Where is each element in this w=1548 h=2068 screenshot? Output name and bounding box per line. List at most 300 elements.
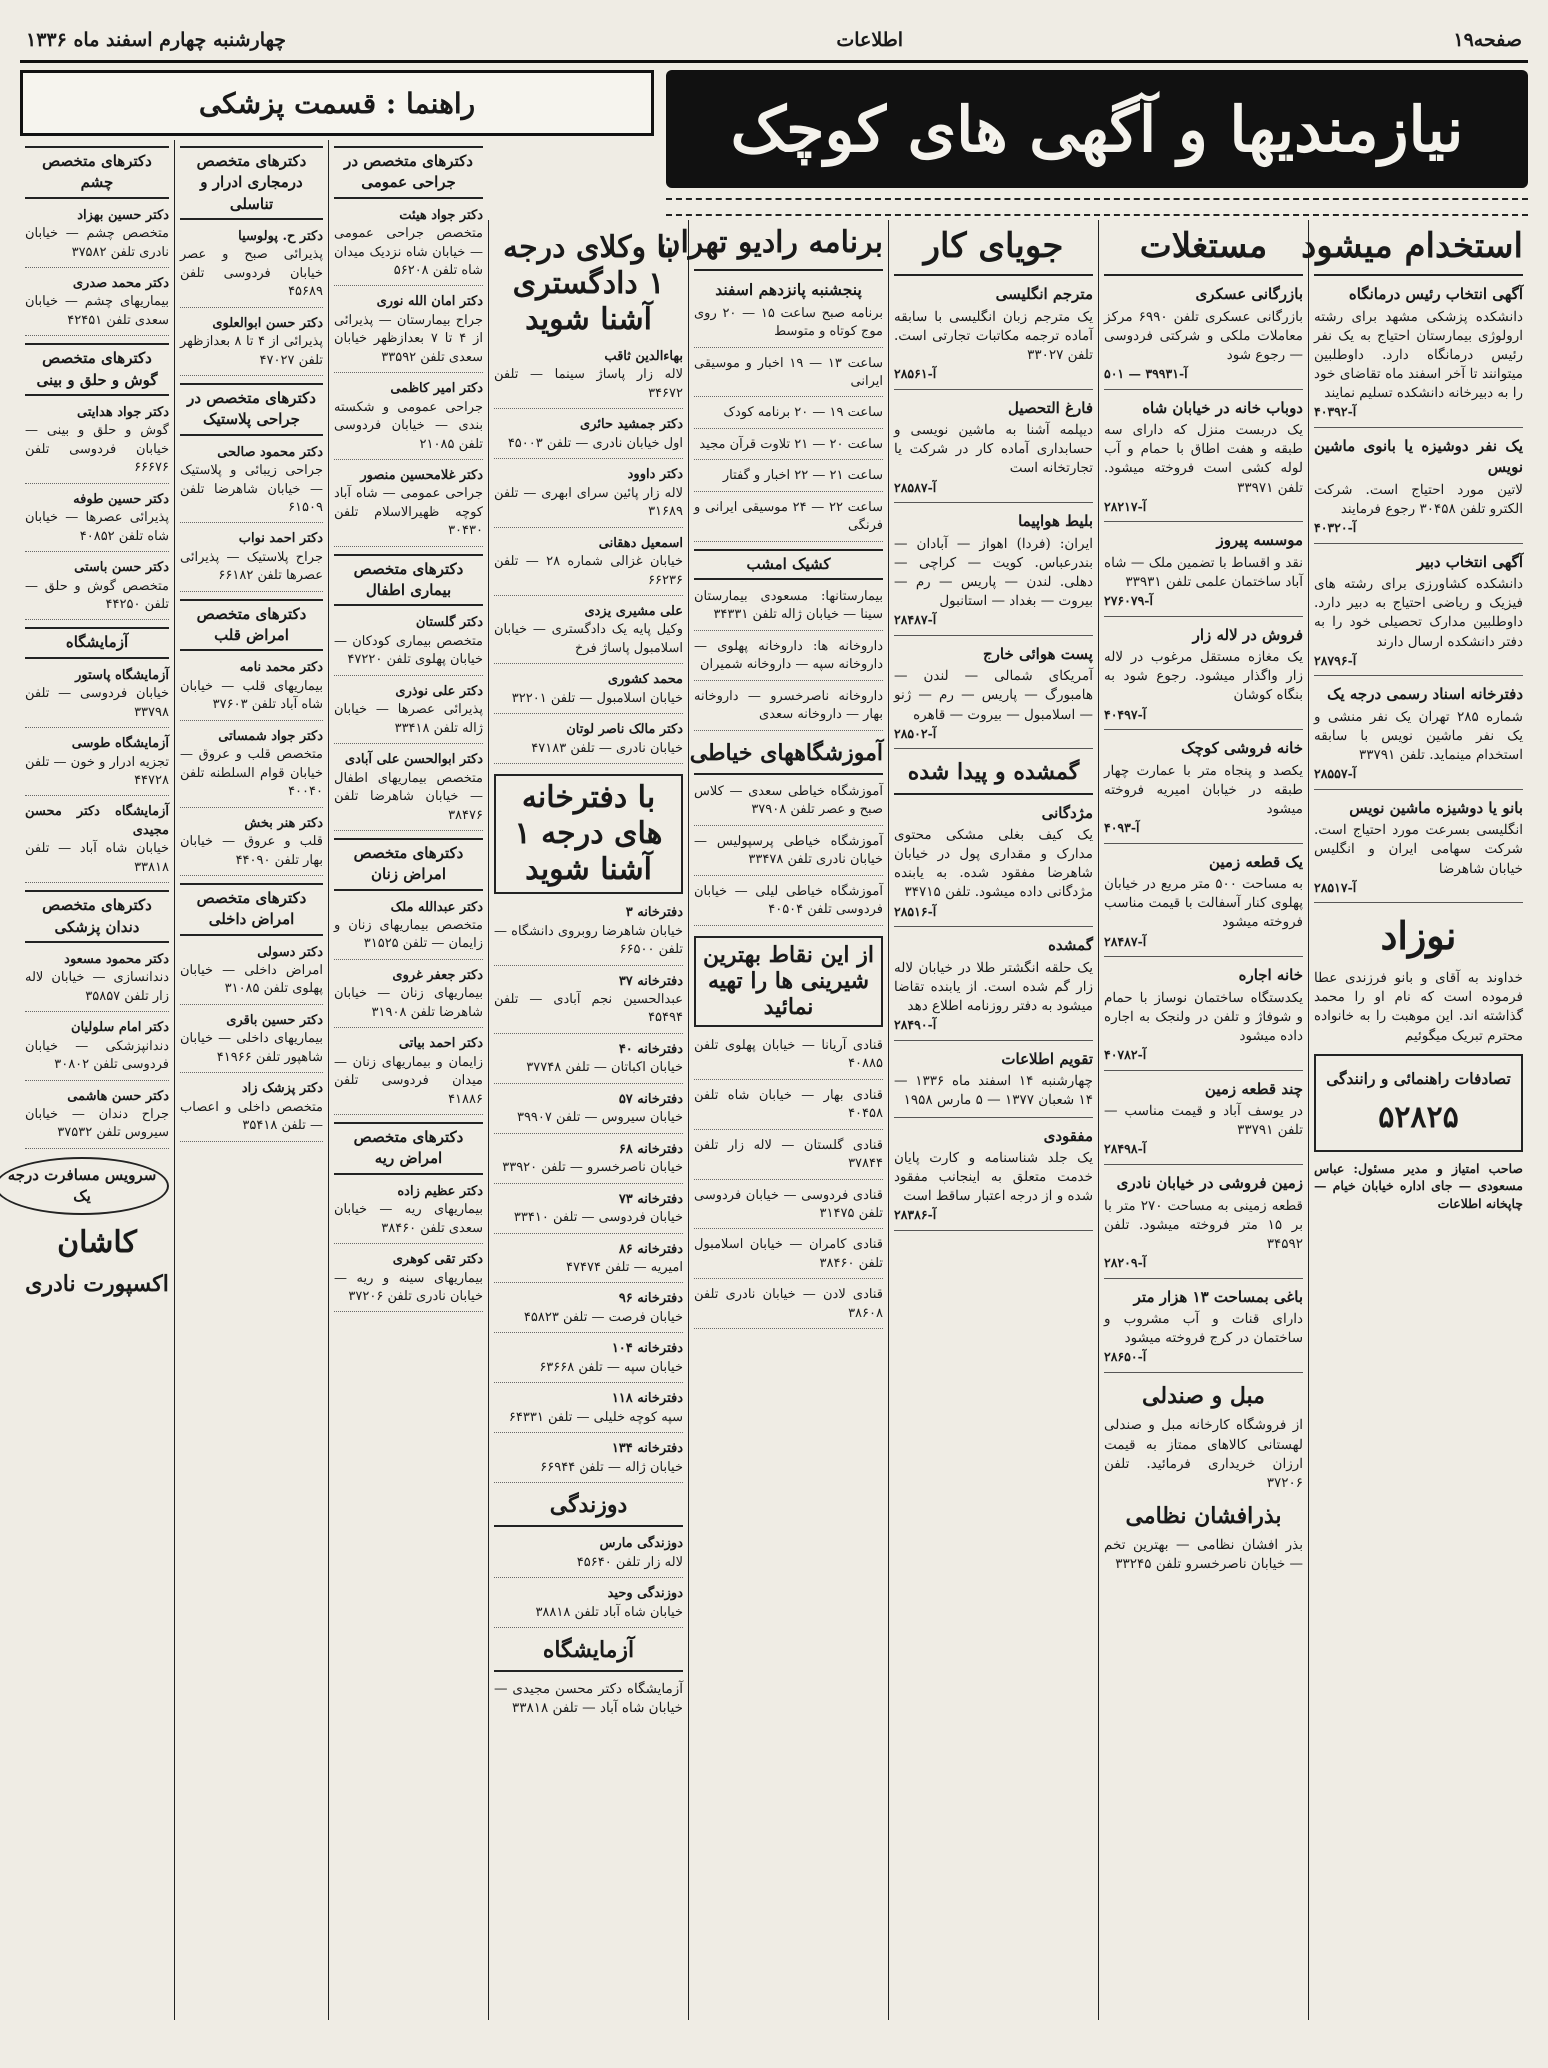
doctor-name: دکتر هنر بخش bbox=[244, 815, 323, 831]
doctor-name: دکتر دسولی bbox=[257, 944, 323, 960]
doctor-name: دکتر ح. پولوسیا bbox=[238, 228, 323, 244]
notary-entry-text: خیابان اکباتان — تلفن ۳۷۷۴۸ bbox=[526, 1060, 683, 1076]
lawyer-entry bbox=[494, 535, 683, 596]
classified-ad bbox=[894, 1049, 1093, 1118]
doctor-entry bbox=[180, 228, 323, 308]
doctor-entry bbox=[25, 951, 169, 1012]
doctor-details: قلب و عروق — خیابان بهار تلفن ۴۴۰۹۰ bbox=[180, 834, 323, 868]
notary-entry bbox=[494, 1440, 683, 1483]
medical-guide-title: راهنما : قسمت پزشکی bbox=[198, 86, 476, 120]
lawyer-entry-text: خیابان نادری — تلفن ۴۷۱۸۳ bbox=[531, 740, 683, 756]
ad-code: آ-۲۸۶۵۰ bbox=[1104, 1349, 1147, 1365]
doctor-name: دکتر حسین بهزاد bbox=[77, 207, 169, 223]
ad-text: دارای قنات و آب مشروب و ساختمان در کرج فروخته میشود bbox=[1104, 1311, 1303, 1347]
doctor-entry bbox=[180, 530, 323, 591]
lawyer-entry bbox=[494, 721, 683, 764]
doctor-details: تجزیه ادرار و خون — تلفن ۴۴۷۲۸ bbox=[25, 754, 169, 788]
doctor-name: دکتر جواد شمساتی bbox=[218, 728, 323, 744]
doctor-details: متخصص داخلی و اعصاب — تلفن ۳۵۴۱۸ bbox=[180, 1099, 323, 1134]
doctor-details: جراح بیمارستان — پذیرائی از ۴ تا ۷ بعدازظهر خیابان سعدی تلفن ۳۳۵۹۲ bbox=[334, 312, 484, 365]
notary-entry-text: خیابان ژاله — تلفن ۶۶۹۴۴ bbox=[540, 1459, 683, 1475]
hiring-list bbox=[1314, 284, 1523, 903]
notary-entry-name: دفترخانه ۷۳ bbox=[618, 1191, 683, 1207]
doctor-entry bbox=[25, 1019, 169, 1080]
notary-entry-name: دفترخانه ۱۰۴ bbox=[611, 1341, 683, 1357]
ad-title: باغی بمساحت ۱۳ هزار متر bbox=[1133, 1287, 1303, 1306]
seed-heading: بذرافشان نظامی bbox=[1125, 1502, 1282, 1529]
ad-text: یک حلقه انگشتر طلا در خیابان لاله زار گم شده است. از یابنده تقاضا میشود به دفتر روزنامه اطلاع دهد bbox=[894, 959, 1093, 1014]
doctor-entry bbox=[180, 1080, 323, 1141]
specialty-heading: دکترهای متخصص در جراحی پلاستیک bbox=[180, 383, 323, 436]
specialty-heading: دکترهای متخصص گوش و حلق و بینی bbox=[25, 343, 169, 396]
lab-text: آزمایشگاه دکتر محسن مجیدی — خیابان شاه آباد — تلفن ۳۳۸۱۸ bbox=[494, 1681, 683, 1717]
notary-entry-text: عبدالحسین نجم آبادی — تلفن ۴۵۴۹۴ bbox=[494, 991, 683, 1026]
notary-entry-text: سپه کوچه خلیلی — تلفن ۶۴۳۳۱ bbox=[508, 1409, 683, 1425]
lawyer-entry-text: خیابان اسلامبول — تلفن ۳۲۲۰۱ bbox=[511, 690, 683, 706]
pharmacy-list bbox=[694, 588, 883, 731]
doctor-details: متخصص گوش و حلق — تلفن ۴۴۲۵۰ bbox=[25, 578, 169, 612]
lawyer-entry-name: علی مشیری یزدی bbox=[584, 603, 683, 619]
medical-guide-list-1 bbox=[334, 146, 483, 1312]
doctor-details: زایمان و بیماریهای زنان — میدان فردوسی تلفن ۴۱۸۸۶ bbox=[334, 1054, 483, 1107]
notary-heading: با دفترخانه های درجه ۱ آشنا شوید bbox=[494, 774, 683, 894]
doctor-entry bbox=[25, 207, 169, 268]
ad-text: دانشکده کشاورزی برای رشته های فیزیک و ریاضی احتیاج به دبیر دارد. داوطلبین مدارک تحصیلی خود را به دفتر دانشکده ارسال دارند bbox=[1314, 576, 1523, 650]
ad-title: فروش در لاله زار bbox=[1192, 625, 1303, 644]
tailoring-heading: دوزندگی bbox=[494, 1490, 683, 1527]
notary-entry-text: خیابان ناصرخسرو — تلفن ۳۳۹۲۰ bbox=[502, 1160, 683, 1176]
pharmacy-entry: بیمارستانها: مسعودی بیمارستان سینا — خیابان ژاله تلفن ۳۴۳۳۱ bbox=[694, 588, 883, 631]
sweets-shop-entry: قنادی بهار — خیابان شاه تلفن ۴۰۴۵۸ bbox=[694, 1087, 883, 1130]
furniture-text: از فروشگاه کارخانه مبل و صندلی لهستانی کالاهای ممتاز به قیمت ارزان خریداری فرمائید. تلفن ۳۷۲۰۶ bbox=[1104, 1417, 1303, 1491]
ad-title: آگهی انتخاب رئیس درمانگاه bbox=[1348, 285, 1523, 304]
ad-title: دفترخانه اسناد رسمی درجه یک bbox=[1327, 685, 1523, 704]
doctor-name: دکتر امیر کاظمی bbox=[390, 381, 483, 397]
doctor-name: دکتر محمود صالحی bbox=[217, 444, 323, 460]
doctor-entry bbox=[25, 667, 169, 728]
ad-code: آ-۲۸۲۰۹ bbox=[1104, 1255, 1147, 1270]
ad-title: فارغ التحصیل bbox=[1008, 398, 1093, 417]
classified-ad bbox=[1104, 965, 1303, 1071]
classified-ad bbox=[1104, 284, 1303, 390]
notary-entry bbox=[494, 1041, 683, 1084]
notary-entry-name: دفترخانه ۹۶ bbox=[618, 1291, 683, 1307]
notary-entry bbox=[494, 1390, 683, 1433]
doctor-entry bbox=[334, 1251, 483, 1312]
notary-list bbox=[494, 904, 683, 1483]
doctor-details: دندانپزشکی — خیابان فردوسی تلفن ۳۰۸۰۲ bbox=[25, 1038, 169, 1073]
birth-heading: نوزاد bbox=[1380, 913, 1457, 959]
hiring-heading: استخدام میشود bbox=[1314, 222, 1523, 276]
classified-ad bbox=[1104, 852, 1303, 958]
classified-ad bbox=[894, 803, 1093, 928]
ad-title: دوباب خانه در خیابان شاه bbox=[1142, 398, 1303, 417]
medical-guide-column-3 bbox=[7, 140, 174, 2020]
banner-title: نیازمندیها و آگهی های کوچک bbox=[730, 92, 1464, 166]
doctor-entry bbox=[180, 728, 323, 808]
notary-entry-name: دفترخانه ۵۷ bbox=[618, 1091, 683, 1107]
lawyers-heading: با وکلای درجه ۱ دادگستری آشنا شوید bbox=[502, 230, 674, 337]
doctor-name: دکتر تقی کوهری bbox=[392, 1252, 483, 1268]
doctor-name: دکتر محمد صدری bbox=[72, 275, 169, 291]
page-header bbox=[20, 20, 1528, 63]
specialty-heading: دکترهای متخصص دندان پزشکی bbox=[25, 890, 169, 943]
doctor-name: دکتر امام سلولیان bbox=[70, 1020, 169, 1036]
notary-entry bbox=[494, 1290, 683, 1333]
ad-title: چند قطعه زمین bbox=[1204, 1079, 1303, 1098]
ad-title: خانه اجاره bbox=[1238, 966, 1303, 985]
sweets-shop-entry: قنادی گلستان — لاله زار تلفن ۳۷۸۴۴ bbox=[694, 1137, 883, 1180]
pharmacy-heading: کشیک امشب bbox=[694, 549, 883, 580]
sweets-shop-entry: قنادی آریانا — خیابان پهلوی تلفن ۴۰۸۸۵ bbox=[694, 1037, 883, 1080]
classified-ad bbox=[1104, 530, 1303, 616]
specialty-heading: دکترهای متخصص درمجاری ادرار و تناسلی bbox=[180, 146, 323, 220]
workshop-heading: آموزشگاههای خیاطی bbox=[694, 738, 883, 775]
ad-text: لاتین مورد احتیاج است. شرکت الکترو تلفن ۳۰۴۵۸ رجوع فرمایند bbox=[1314, 481, 1523, 517]
doctor-details: بیماریهای زنان — خیابان شاهرضا تلفن ۳۱۹۰۸ bbox=[334, 986, 483, 1020]
accident-phone: ۵۲۸۲۵ bbox=[1378, 1099, 1459, 1135]
ad-title: خانه فروشی کوچک bbox=[1181, 739, 1303, 758]
ad-code: آ-۲۸۲۱۷ bbox=[1104, 498, 1147, 514]
doctor-name: دکتر جعفر غروی bbox=[392, 967, 483, 983]
doctor-name: دکتر گلستان bbox=[415, 615, 483, 631]
doctor-details: دندانسازی — خیابان لاله زار تلفن ۳۵۸۵۷ bbox=[25, 970, 169, 1004]
tailor-entry bbox=[494, 1585, 683, 1628]
ad-code: آ-۲۸۷۹۶ bbox=[1314, 652, 1357, 668]
radio-program: ساعت ۲۰ — ۲۱ تلاوت قرآن مجید bbox=[694, 436, 883, 460]
doctor-entry bbox=[334, 467, 483, 547]
doctor-name: دکتر احمد بیاتی bbox=[398, 1036, 483, 1052]
specialty-heading: دکترهای متخصص امراض زنان bbox=[334, 838, 483, 891]
sweets-shop-entry: قنادی فردوسی — خیابان فردوسی تلفن ۳۱۴۷۵ bbox=[694, 1187, 883, 1230]
doctor-entry bbox=[25, 803, 169, 883]
ad-code: آ-۳۹۹۳۱ — ۵۰۱ bbox=[1104, 366, 1188, 382]
radio-program: ساعت ۱۳ — ۱۹ اخبار و موسیقی ایرانی bbox=[694, 355, 883, 398]
specialty-heading: دکترهای متخصص بیماری اطفال bbox=[334, 554, 483, 607]
notary-entry bbox=[494, 1191, 683, 1234]
ad-code: آ-۲۸۴۹۸ bbox=[1104, 1141, 1147, 1157]
ad-text: آمریکای شمالی — لندن — هامبورگ — پاریس — رم — ژنو — اسلامبول — بیروت — قاهره bbox=[894, 668, 1093, 723]
workshop-entry: آموزشگاه خیاطی سعدی — کلاس صبح و عصر تلفن ۳۷۹۰۸ bbox=[694, 783, 883, 826]
notary-entry-name: دفترخانه ۸۶ bbox=[618, 1241, 683, 1257]
doctor-details: متخصص جراحی عمومی — خیابان شاه نزدیک میدان شاه تلفن ۵۶۲۰۸ bbox=[334, 226, 483, 278]
doctor-name: دکتر جواد هیئت bbox=[399, 207, 483, 223]
ad-text: یک مترجم زبان انگلیسی با سابقه آماده ترجمه مکاتبات تجارتی است. تلفن ۳۳۰۲۷ bbox=[894, 308, 1093, 363]
doctor-details: بیماریهای داخلی — خیابان شاهپور تلفن ۴۱۹۶۶ bbox=[180, 1031, 323, 1065]
doctor-entry bbox=[25, 735, 169, 796]
ad-title: یک نفر دوشیزه یا بانوی ماشین نویس bbox=[1314, 437, 1523, 477]
tailoring-list bbox=[494, 1535, 683, 1628]
classified-ad bbox=[1104, 738, 1303, 844]
accident-title: تصادفات راهنمائی و رانندگی bbox=[1326, 1068, 1511, 1088]
ad-title: مفقودی bbox=[1043, 1126, 1093, 1145]
sweets-heading: از این نقاط بهترین شیرینی ها را تهیه نمائید bbox=[694, 936, 883, 1027]
classified-ad bbox=[894, 511, 1093, 636]
lawyer-entry-name: دکتر مالک ناصر لوتان bbox=[566, 722, 683, 738]
birth-text: خداوند به آقای و بانو فرزندی عطا فرموده است که نام او را محمد گذاشته اند. این موهبت را به خانواده محترم تبریک میگوئیم bbox=[1314, 970, 1523, 1044]
medical-guide-header bbox=[20, 70, 654, 136]
ad-title: پست هوائی خارج bbox=[982, 644, 1093, 663]
lawyer-entry-text: لاله زار پاساژ سینما — تلفن ۳۴۶۷۲ bbox=[494, 367, 683, 401]
doctor-name: آزمایشگاه طوسی bbox=[71, 736, 169, 752]
doctor-details: متخصص بیماری کودکان — خیابان پهلوی تلفن ۴۷۲۲۰ bbox=[334, 633, 483, 668]
lost-found-heading: گمشده و پیدا شده bbox=[894, 757, 1093, 794]
medical-guide-column-1 bbox=[328, 140, 488, 2020]
notary-entry-text: خیابان سپه — تلفن ۶۳۶۶۸ bbox=[539, 1359, 683, 1375]
seed-text: بذر افشان نظامی — بهترین تخم — خیابان ناصرخسرو تلفن ۳۳۲۴۵ bbox=[1104, 1537, 1303, 1573]
ad-text: چهارشنبه ۱۴ اسفند ماه ۱۳۳۶ — ۱۴ شعبان ۱۳۷۷ — ۵ مارس ۱۹۵۸ bbox=[894, 1073, 1093, 1109]
doctor-name: دکتر عظیم زاده bbox=[397, 1183, 483, 1199]
workshop-list bbox=[694, 783, 883, 926]
notary-entry-name: دفترخانه ۱۳۴ bbox=[611, 1441, 683, 1457]
tailor-entry-text: لاله زار تلفن ۴۵۶۴۰ bbox=[576, 1554, 683, 1570]
doctor-entry bbox=[334, 683, 483, 744]
ad-text: نقد و اقساط با تضمین ملک — شاه آباد ساختمان علمی تلفن ۳۳۹۳۱ bbox=[1104, 554, 1303, 590]
ad-text: دیپلمه آشنا به ماشین نویسی و حسابداری آماده کار در شرکت یا تجارتخانه است bbox=[894, 422, 1093, 477]
ad-code: آ-۲۸۵۰۲ bbox=[894, 725, 937, 741]
lawyer-entry bbox=[494, 671, 683, 714]
doctor-entry bbox=[25, 404, 169, 484]
doctor-entry bbox=[334, 293, 483, 373]
ad-text: دانشکده پزشکی مشهد برای رشته ارولوژی بیمارستان احتیاج به یک نفر رئیس درمانگاه دارد. داوطلبین میتوانند تا آخر اسفند ماه تقاضای خود را به دبیرخانه دانشکده تسلیم نمایند bbox=[1314, 308, 1523, 402]
ad-title: یک قطعه زمین bbox=[1208, 852, 1303, 871]
doctor-details: جراح دندان — خیابان سیروس تلفن ۳۷۵۳۲ bbox=[25, 1107, 169, 1141]
classified-ad bbox=[894, 1126, 1093, 1232]
lawyer-entry-text: وکیل پایه یک دادگستری — خیابان اسلامبول پاساژ فرخ bbox=[494, 622, 683, 656]
doctor-entry bbox=[334, 207, 483, 287]
classified-ad bbox=[894, 644, 1093, 750]
ad-title: بانو یا دوشیزه ماشین نویس bbox=[1349, 798, 1523, 817]
specialty-heading: دکترهای متخصص امراض داخلی bbox=[180, 883, 323, 936]
doctor-details: جراح پلاستیک — پذیرائی عصرها تلفن ۶۶۱۸۲ bbox=[180, 549, 323, 584]
ad-title: مترجم انگلیسی bbox=[995, 285, 1093, 304]
lawyer-entry-name: دکتر جمشید حائری bbox=[580, 417, 683, 433]
doctor-name: دکتر حسن باستی bbox=[74, 560, 169, 576]
lawyer-entry-text: اول خیابان نادری — تلفن ۴۵۰۰۳ bbox=[507, 435, 683, 451]
notary-entry-text: خیابان فردوسی — تلفن ۳۳۴۱۰ bbox=[513, 1210, 683, 1226]
lab-heading: آزمایشگاه bbox=[494, 1635, 683, 1672]
sweets-shop-entry: قنادی لادن — خیابان نادری تلفن ۳۸۶۰۸ bbox=[694, 1286, 883, 1329]
ad-title: تقویم اطلاعات bbox=[1001, 1049, 1093, 1068]
ad-title: مژدگانی bbox=[1041, 803, 1093, 822]
sweets-shop-entry: قنادی کامران — خیابان اسلامبول تلفن ۳۸۴۶۰ bbox=[694, 1236, 883, 1279]
specialty-heading: آزمایشگاه bbox=[25, 627, 169, 658]
tailor-entry-name: دوزندگی مارس bbox=[599, 1536, 683, 1552]
radio-program-list bbox=[694, 305, 883, 542]
ad-title: بازرگانی عسکری bbox=[1195, 285, 1303, 304]
ad-text: قطعه زمینی به مساحت ۲۷۰ متر با بر ۱۵ متر فروخته میشود. تلفن ۳۴۵۹۲ bbox=[1104, 1197, 1303, 1252]
ad-text: یکدستگاه ساختمان نوساز با حمام و شوفاژ و تلفن در ولنجک به اجاره داده میشود bbox=[1104, 989, 1303, 1044]
column-area bbox=[7, 152, 1528, 2020]
doctor-name: دکتر علی نوذری bbox=[395, 683, 483, 699]
lawyer-entry bbox=[494, 603, 683, 664]
tailor-entry-text: خیابان شاه آباد تلفن ۳۸۸۱۸ bbox=[535, 1604, 683, 1620]
doctor-name: دکتر امان الله نوری bbox=[376, 294, 483, 310]
doctor-entry bbox=[25, 559, 169, 620]
tailor-entry bbox=[494, 1535, 683, 1578]
lawyer-entry-name: بهاءالدین ثاقب bbox=[604, 349, 683, 364]
workshop-entry: آموزشگاه خیاطی پرسپولیس — خیابان نادری تلفن ۳۳۴۷۸ bbox=[694, 833, 883, 876]
ad-title: زمین فروشی در خیابان نادری bbox=[1116, 1174, 1303, 1193]
doctor-name: دکتر حسن هاشمی bbox=[67, 1088, 169, 1104]
notary-entry-name: دفترخانه ۶۸ bbox=[618, 1141, 683, 1157]
classified-ad bbox=[1314, 436, 1523, 544]
notary-entry-name: دفترخانه ۳۷ bbox=[618, 973, 683, 989]
job-seekers-heading: جویای کار bbox=[894, 222, 1093, 276]
doctor-entry bbox=[25, 1088, 169, 1149]
notary-entry-name: دفترخانه ۴۰ bbox=[618, 1041, 683, 1057]
ad-code: آ-۴۰۳۹۲ bbox=[1314, 404, 1357, 420]
real-estate-column bbox=[1098, 220, 1308, 2020]
ad-code: آ-۲۸۴۸۷ bbox=[894, 612, 937, 628]
doctor-name: دکتر پزشک زاد bbox=[241, 1081, 323, 1097]
lawyers-column bbox=[488, 220, 688, 2020]
ad-code: آ-۲۸۵۵۷ bbox=[1314, 766, 1357, 782]
workshop-entry: آموزشگاه خیاطی لیلی — خیابان فردوسی تلفن ۴۰۵۰۴ bbox=[694, 883, 883, 926]
doctor-name: دکتر احمد نواب bbox=[238, 531, 323, 547]
ad-text: یک مغازه مستقل مرغوب در لاله زار واگذار میشود. رجوع شود به بنگاه کوشان bbox=[1104, 649, 1303, 704]
export-nadery-heading: اکسپورت نادری bbox=[25, 1270, 169, 1297]
notary-entry bbox=[494, 1340, 683, 1383]
doctor-entry bbox=[334, 751, 483, 831]
hiring-column bbox=[1301, 220, 1528, 2020]
ad-code: آ-۲۸۳۸۶ bbox=[894, 1207, 937, 1223]
issue-date: چهارشنبه چهارم اسفند ماه ۱۳۳۶ bbox=[26, 29, 287, 51]
doctor-entry bbox=[334, 1183, 483, 1244]
classified-ad bbox=[1314, 284, 1523, 428]
doctor-entry bbox=[180, 815, 323, 876]
doctor-details: پذیرائی صبح و عصر خیابان فردوسی تلفن ۴۵۶۸۹ bbox=[180, 247, 323, 300]
newspaper-name: اطلاعات bbox=[836, 29, 904, 51]
notary-entry bbox=[494, 1091, 683, 1134]
specialty-heading: دکترهای متخصص امراض ریه bbox=[334, 1122, 483, 1175]
classified-ad bbox=[1104, 625, 1303, 731]
doctor-details: بیماریهای قلب — خیابان شاه آباد تلفن ۳۷۶۰۳ bbox=[180, 678, 323, 713]
classified-ad bbox=[1314, 798, 1523, 904]
doctor-entry bbox=[180, 1012, 323, 1073]
classified-ad bbox=[1314, 684, 1523, 790]
sweets-shop-list bbox=[694, 1037, 883, 1329]
doctor-details: متخصص چشم — خیابان نادری تلفن ۳۷۵۸۲ bbox=[25, 226, 169, 260]
doctor-name: آزمایشگاه پاستور bbox=[75, 667, 169, 683]
ad-code: آ-۴۰۷۸۲ bbox=[1104, 1047, 1147, 1063]
ad-text: در یوسف آباد و قیمت مناسب — تلفن ۳۳۷۹۱ bbox=[1104, 1103, 1303, 1139]
doctor-entry bbox=[180, 444, 323, 524]
pharmacy-entry: داروخانه ناصرخسرو — داروخانه بهار — داروخانه سعدی bbox=[694, 688, 883, 731]
notary-entry-text: خیابان شاهرضا روبروی دانشگاه — تلفن ۶۶۵۰۰ bbox=[494, 923, 683, 958]
doctor-name: دکتر حسین باقری bbox=[226, 1012, 323, 1028]
doctor-details: بیماریهای ریه — خیابان سعدی تلفن ۳۸۴۶۰ bbox=[334, 1202, 483, 1236]
doctor-details: متخصص بیماریهای اطفال — خیابان شاهرضا تلفن ۳۸۴۷۶ bbox=[334, 770, 483, 823]
notary-entry-text: امیریه — تلفن ۴۷۴۷۴ bbox=[566, 1259, 683, 1275]
classified-ad bbox=[894, 284, 1093, 390]
doctor-entry bbox=[180, 659, 323, 720]
ad-title: آگهی انتخاب دبیر bbox=[1416, 552, 1523, 571]
doctor-name: دکتر عبدالله ملک bbox=[390, 899, 483, 915]
radio-subtitle: پنجشنبه پانزدهم اسفند bbox=[715, 279, 862, 299]
pharmacy-entry: داروخانه ها: داروخانه پهلوی — داروخانه سپه — داروخانه شمیران bbox=[694, 638, 883, 681]
newspaper-page bbox=[7, 20, 1528, 2020]
kashan-heading: کاشان bbox=[57, 1224, 137, 1260]
lawyer-entry-name: اسمعیل دهقانی bbox=[598, 535, 683, 551]
radio-heading: برنامه رادیو تهران bbox=[694, 222, 883, 271]
ad-title: گمشده bbox=[1048, 936, 1093, 955]
ad-code: آ-۲۸۵۸۷ bbox=[894, 479, 937, 495]
doctor-details: پذیرائی از ۴ تا ۸ بعدازظهر تلفن ۴۷۰۲۷ bbox=[180, 334, 323, 368]
classified-ad bbox=[1104, 1173, 1303, 1279]
lost-found-list bbox=[894, 803, 1093, 1231]
doctor-name: دکتر محمود مسعود bbox=[64, 951, 169, 967]
ad-code: آ-۲۷۶۰۷۹ bbox=[1104, 593, 1153, 609]
doctor-name: دکتر محمد نامه bbox=[239, 660, 323, 676]
doctor-entry bbox=[180, 315, 323, 376]
publisher-info: صاحب امتیاز و مدیر مسئول: عباس مسعودی — جای اداره خیابان خیام — چاپخانه اطلاعات bbox=[1314, 1160, 1523, 1212]
doctor-details: متخصص بیماریهای زنان و زایمان — تلفن ۳۱۵۲۵ bbox=[334, 918, 483, 952]
lawyer-entry-name: محمد کشوری bbox=[607, 672, 683, 688]
ad-text: یک دربست منزل که دارای سه طبقه و هفت اطاق با حمام و آب لوله کشی است فروخته میشود. تلفن ۳۳۹۷۱ bbox=[1104, 422, 1303, 496]
ad-text: یکصد و پنجاه متر با عمارت چهار طبقه در خیابان امیریه فروخته میشود bbox=[1104, 762, 1303, 817]
lawyer-entry-text: خیابان غزالی شماره ۲۸ — تلفن ۶۶۲۳۶ bbox=[494, 554, 683, 588]
doctor-entry bbox=[180, 944, 323, 1005]
classified-ad bbox=[1314, 552, 1523, 677]
doctor-entry bbox=[334, 614, 483, 675]
lawyer-entry bbox=[494, 466, 683, 527]
medical-guide-list-3 bbox=[25, 146, 169, 1149]
ad-text: بازرگانی عسکری تلفن ۶۹۹۰ مرکز معاملات ملکی و شرکتی فردوسی — رجوع شود bbox=[1104, 308, 1303, 363]
medical-guide-column-2 bbox=[174, 140, 328, 2020]
travel-service-box: سرویس مسافرت درجه یک bbox=[0, 1157, 169, 1215]
radio-column bbox=[658, 220, 888, 2020]
lawyer-entry bbox=[494, 416, 683, 459]
doctor-details: پذیرائی عصرها — خیابان شاه تلفن ۴۰۸۵۲ bbox=[25, 510, 169, 544]
real-estate-heading: مستغلات bbox=[1104, 222, 1303, 276]
real-estate-list bbox=[1104, 284, 1303, 1373]
doctor-details: گوش و حلق و بینی — خیابان فردوسی تلفن ۶۶۶۷۶ bbox=[25, 423, 169, 476]
lawyer-entry-text: لاله زار پائین سرای ابهری — تلفن ۳۱۶۸۹ bbox=[494, 485, 683, 520]
doctor-entry bbox=[25, 275, 169, 336]
ad-code: آ-۲۸۵۶۱ bbox=[894, 366, 937, 382]
doctor-name: دکتر حسن ابوالعلوی bbox=[212, 315, 323, 331]
notary-entry-text: خیابان فرصت — تلفن ۴۵۸۲۳ bbox=[523, 1309, 683, 1325]
doctor-name: دکتر ابوالحسن علی آبادی bbox=[344, 752, 483, 768]
doctor-details: بیماریهای چشم — خیابان سعدی تلفن ۴۲۴۵۱ bbox=[25, 294, 169, 328]
classified-ad bbox=[1104, 1079, 1303, 1165]
job-seekers-column bbox=[888, 220, 1098, 2020]
accident-box bbox=[1314, 1054, 1523, 1152]
notary-entry-text: خیابان سیروس — تلفن ۳۹۹۰۷ bbox=[516, 1110, 683, 1126]
ad-text: ایران: (فردا) اهواز — آبادان — بندرعباس. کویت — کراچی — دهلی. لندن — پاریس — رم — بیروت — بغداد — استانبول bbox=[894, 535, 1093, 610]
ad-text: یک جلد شناسنامه و کارت پایان خدمت متعلق به اینجانب مفقود شده و از درجه اعتبار ساقط است bbox=[894, 1149, 1093, 1205]
tailor-entry-name: دوزندگی وحید bbox=[607, 1586, 683, 1602]
notary-entry-name: دفترخانه ۱۱۸ bbox=[611, 1391, 683, 1407]
doctor-details: جراحی زیبائی و پلاستیک — خیابان شاهرضا تلفن ۶۱۵۰۹ bbox=[180, 463, 323, 516]
ad-text: یک کیف بغلی مشکی محتوی مدارک و مقداری پول در خیابان شاهرضا مفقود شده. به یابنده مژدگانی داده میشود. تلفن ۳۴۷۱۵ bbox=[894, 827, 1093, 901]
doctor-details: جراحی عمومی — شاه آباد کوچه ظهیرالاسلام تلفن ۳۰۴۳۰ bbox=[334, 486, 483, 539]
doctor-details: پذیرائی عصرها — خیابان ژاله تلفن ۳۳۴۱۸ bbox=[334, 702, 483, 736]
specialty-heading: دکترهای متخصص امراض قلب bbox=[180, 599, 323, 652]
doctor-details: خیابان فردوسی — تلفن ۳۳۷۹۸ bbox=[25, 686, 169, 720]
ad-code: آ-۲۸۵۱۷ bbox=[1314, 879, 1357, 895]
job-seekers-list bbox=[894, 284, 1093, 749]
decorative-rule bbox=[666, 198, 1528, 216]
doctor-entry bbox=[334, 1035, 483, 1115]
ad-title: بلیط هواپیما bbox=[1018, 512, 1093, 531]
classified-ad bbox=[1104, 398, 1303, 523]
notary-entry bbox=[494, 1141, 683, 1184]
ad-code: آ-۴۰۹۳ bbox=[1104, 820, 1140, 836]
doctor-details: بیماریهای سینه و ریه — خیابان نادری تلفن ۳۷۲۰۶ bbox=[334, 1270, 483, 1304]
radio-program: برنامه صبح ساعت ۱۵ — ۲۰ روی موج کوتاه و متوسط bbox=[694, 305, 883, 348]
